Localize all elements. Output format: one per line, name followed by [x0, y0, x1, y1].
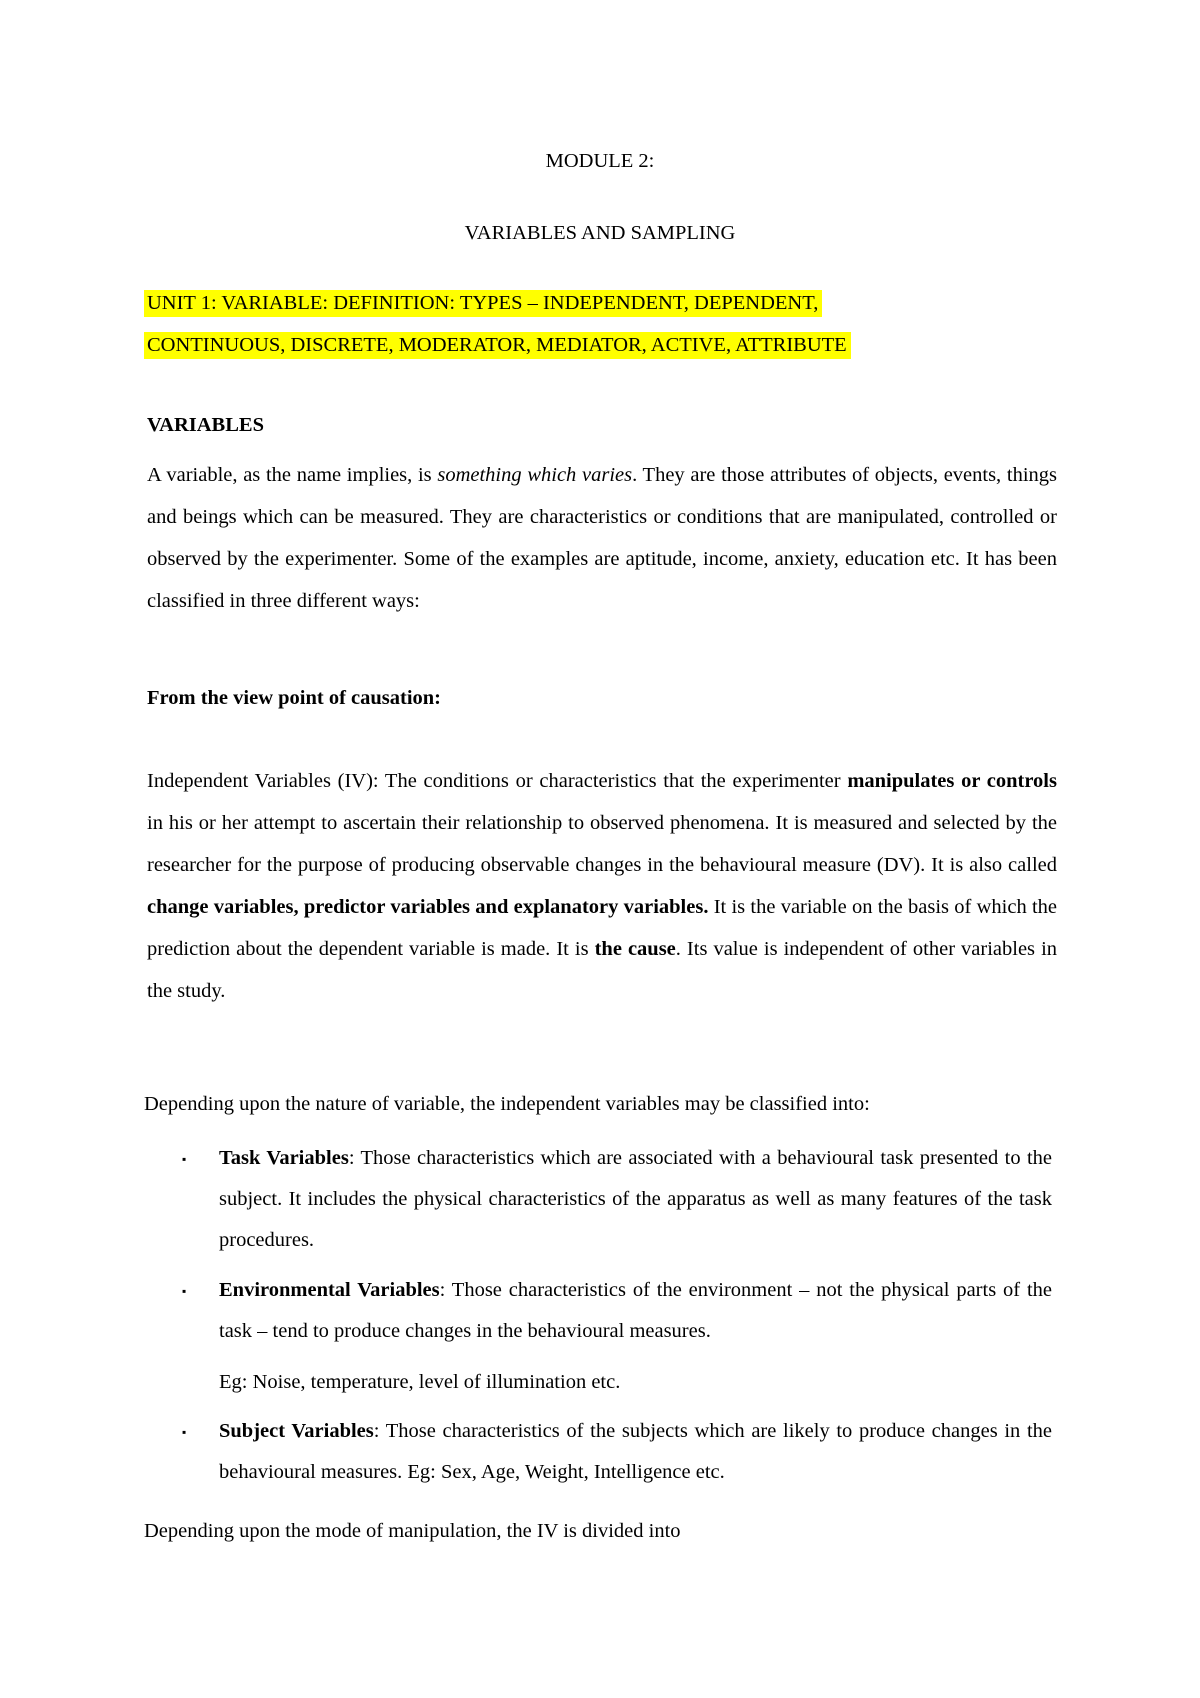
variables-heading: VARIABLES	[147, 414, 264, 436]
causation-heading: From the view point of causation:	[147, 687, 442, 709]
unit-heading-line-2: CONTINUOUS, DISCRETE, MODERATOR, MEDIATOR, ACTIVE, ATTRIBUTE	[144, 334, 851, 357]
bullet-icon: ▪	[182, 1152, 187, 1166]
bullet-icon: ▪	[182, 1284, 187, 1298]
module-title: MODULE 2:	[545, 150, 655, 172]
manipulation-line: Depending upon the mode of manipulation, the IV is divided into	[144, 1520, 681, 1542]
list-item-task-variables: Task Variables: Those characteristics which are associated with a behavioural task presented to the subject. It includes the physical characteristics of the apparatus as well as many features of the task procedures.	[219, 1147, 1052, 1251]
iv-paragraph: Independent Variables (IV): The conditions or characteristics that the experimenter manipulates or controls in his or her attempt to ascertain their relationship to observed phenomena. It is measured and selected by the researcher for the purpose of producing observable changes in the behavioural measure (DV). It is also called change variables, predictor variables and explanatory variables. It is the variable on the basis of which the prediction about the dependent variable is made. It is the cause. Its value is independent of other variables in the study.	[147, 770, 1058, 1002]
classified-intro: Depending upon the nature of variable, the independent variables may be classified into:	[144, 1093, 870, 1115]
unit-heading-line-1: UNIT 1: VARIABLE: DEFINITION: TYPES – INDEPENDENT, DEPENDENT,	[144, 292, 822, 315]
environmental-example: Eg: Noise, temperature, level of illumination etc.	[219, 1371, 621, 1393]
list-item-subject-variables: Subject Variables: Those characteristics of the subjects which are likely to produce changes in the behavioural measures. Eg: Sex, Age, Weight, Intelligence etc.	[219, 1420, 1052, 1483]
module-subtitle: VARIABLES AND SAMPLING	[464, 222, 736, 244]
bullet-icon: ▪	[182, 1425, 187, 1439]
intro-paragraph: A variable, as the name implies, is something which varies. They are those attributes of objects, events, things and beings which can be measured. They are characteristics or conditions that are manipulated, controlled or observed by the experimenter. Some of the examples are aptitude, income, anxiety, education etc. It has been classified in three different ways:	[147, 464, 1058, 612]
list-item-environmental-variables: Environmental Variables: Those characteristics of the environment – not the physical parts of the task – tend to produce changes in the behavioural measures.	[219, 1279, 1052, 1342]
